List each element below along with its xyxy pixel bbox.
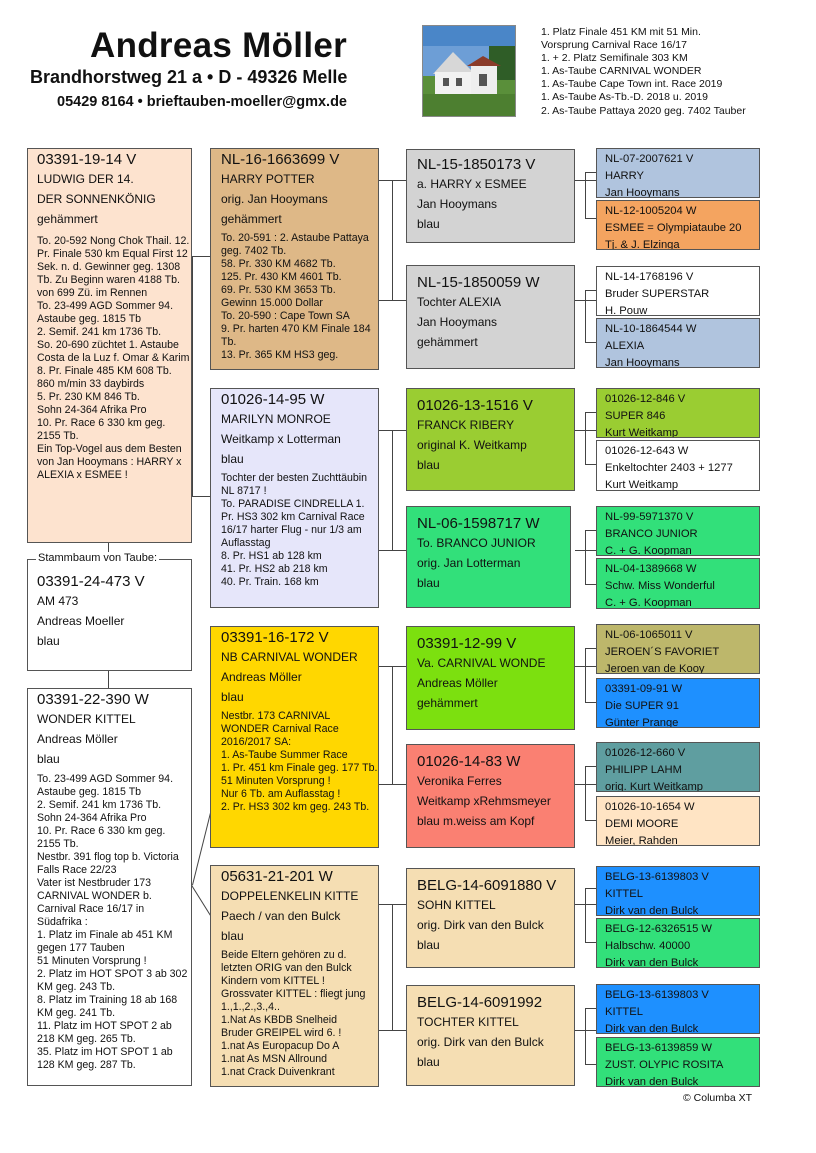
great-grandparent-card[interactable]	[406, 868, 575, 968]
note-line: Nestbr. 391 flog top b. Victoria Falls Race 22/23	[37, 851, 179, 876]
achievements-list	[541, 26, 746, 118]
ring-number: NL-06-1065011 V	[605, 629, 693, 641]
breeder-contact: 05429 8164 • brieftauben-moeller@gmx.de	[57, 94, 347, 110]
pigeon-color: blau m.weiss am Kopf	[417, 814, 535, 828]
connector-line	[585, 648, 586, 702]
note-line: Sohn 24-364 Afrika Pro	[37, 404, 147, 416]
ring-number: NL-04-1389668 W	[605, 563, 697, 575]
pigeon-name: FRANCK RIBERY	[417, 418, 515, 432]
gg-grandparent-card[interactable]	[596, 318, 760, 368]
pigeon-name: PHILIPP LAHM	[605, 764, 682, 776]
pigeon-name: WONDER KITTEL	[37, 712, 136, 726]
connector-line	[585, 290, 596, 291]
loft-photo	[422, 25, 516, 117]
gg-grandparent-card[interactable]	[596, 506, 760, 556]
pigeon-color: gehämmert	[417, 335, 478, 349]
pigeon-breeder: orig. Kurt Weitkamp	[605, 781, 704, 792]
connector-line	[585, 1008, 586, 1064]
pigeon-color: blau	[417, 1055, 440, 1069]
ring-number: 01026-12-846 V	[605, 393, 686, 405]
connector-line	[392, 666, 393, 784]
connector-line	[585, 820, 596, 821]
note-line: 13. Pr. 365 KM HS3 geg.	[221, 349, 339, 361]
note-line: Vater ist Nestbruder 173 CARNIVAL WONDER b. Carnival Race 16/17 in Südafrika :	[37, 877, 152, 928]
pigeon-breeder: Tj. & J. Elzinga	[605, 239, 680, 250]
gg-grandparent-card[interactable]	[596, 1037, 760, 1087]
note-line: 2. Semif. 241 km 1736 Tb.	[37, 799, 162, 811]
ring-number: NL-10-1864544 W	[605, 323, 697, 335]
note-line: So. 20-690 züchtet 1. Astaube Costa de la Luz f. Omar & Karim	[37, 339, 190, 364]
pigeon-name: ALEXIA	[605, 340, 645, 352]
pigeon-breeder: Jan Hooymans	[605, 357, 680, 368]
note-line: 2. Platz im HOT SPOT 3 ab 302 KM geg. 243 Tb.	[37, 968, 188, 993]
ring-number: 05631-21-201 W	[221, 868, 333, 885]
pigeon-color: blau	[417, 217, 440, 231]
ring-number: BELG-13-6139859 W	[605, 1042, 712, 1054]
gg-grandparent-card[interactable]	[596, 742, 760, 792]
pigeon-breeder: Weitkamp xRehmsmeyer	[417, 794, 551, 808]
achievement-line: 1. As-Taube As-Tb.-D. 2018 u. 2019	[541, 91, 708, 104]
pigeon-color: blau	[221, 929, 244, 943]
pigeon-name: KITTEL	[605, 1006, 643, 1018]
pigeon-name: LUDWIG DER 14.	[37, 172, 134, 186]
great-grandparent-card[interactable]	[406, 388, 575, 491]
note-line: 51 Minuten Vorsprung !	[221, 775, 331, 787]
note-line: 1.nat As Europacup Do A	[221, 1040, 340, 1052]
pigeon-breeder: Jeroen van de Kooy	[605, 663, 705, 674]
achievement-line: 2. As-Taube Pattaya 2020 geg. 7402 Tauber	[541, 104, 746, 117]
ring-number: 03391-16-172 V	[221, 629, 329, 646]
pigeon-color: blau	[417, 458, 440, 472]
note-line: 1.nat Crack Duivenkrant	[221, 1066, 335, 1078]
pigeon-color: blau	[37, 634, 60, 648]
pedigree-legend: Stammbaum von Taube:	[38, 552, 158, 564]
ring-number: NL-07-2007621 V	[605, 153, 694, 165]
pigeon-notes	[37, 773, 191, 1072]
gg-grandparent-card[interactable]	[596, 388, 760, 438]
ring-number: 01026-14-95 W	[221, 391, 325, 408]
pigeon-breeder: original K. Weitkamp	[417, 438, 527, 452]
connector-line	[379, 784, 406, 785]
connector-line	[585, 888, 596, 889]
connector-line	[585, 766, 596, 767]
pigeon-color: blau	[221, 452, 244, 466]
pigeon-breeder: orig. Dirk van den Bulck	[417, 1035, 544, 1049]
subject-card[interactable]	[27, 559, 192, 671]
pigeon-name: Tochter ALEXIA	[417, 295, 502, 309]
note-line: Grossvater KITTEL : fliegt jung 1.,1.,2.,3.,4..	[221, 988, 366, 1013]
pigeon-breeder: Andreas Moeller	[37, 614, 125, 628]
breeder-name: Andreas Möller	[90, 26, 348, 65]
note-line: 1. Pr. 451 km Finale geg. 177 Tb.	[221, 762, 378, 774]
gg-grandparent-card[interactable]	[596, 678, 760, 728]
ring-number: 01026-12-660 V	[605, 747, 686, 759]
pigeon-name: SUPER 846	[605, 410, 666, 422]
breeder-address: Brandhorstweg 21 a • D - 49326 Melle	[30, 67, 348, 87]
note-line: 8. Platz im Training 18 ab 168 KM geg. 241 Tb.	[37, 994, 178, 1019]
pigeon-name: Die SUPER 91	[605, 700, 679, 712]
note-line: To. PARADISE CINDRELLA 1. Pr. HS3 302 km Carnival Race 16/17 harter Flug - nur 1/3 am Auflasstag	[221, 498, 365, 549]
note-line: 51 Minuten Vorsprung !	[37, 955, 147, 967]
ring-number: 01026-13-1516 V	[417, 397, 533, 414]
ring-number: NL-12-1005204 W	[605, 205, 697, 217]
note-line: 69. Pr. 530 KM 3653 Tb.	[221, 284, 336, 296]
note-line: 58. Pr. 330 KM 4682 Tb.	[221, 258, 336, 270]
note-line: 1. Platz im Finale ab 451 KM gegen 177 Tauben	[37, 929, 173, 954]
pigeon-name: MARILYN MONROE	[221, 412, 331, 426]
pigeon-name: SOHN KITTEL	[417, 898, 496, 912]
note-line: 9. Pr. harten 470 KM Finale 184 Tb.	[221, 323, 371, 348]
ring-number: BELG-13-6139803 V	[605, 989, 709, 1001]
pigeon-color: blau	[417, 938, 440, 952]
gg-grandparent-card[interactable]	[596, 558, 760, 609]
ring-number: BELG-14-6091992	[417, 994, 543, 1011]
pigeon-name: Veronika Ferres	[417, 774, 502, 788]
note-line: Ein Top-Vogel aus dem Besten von Jan Hooymans : HARRY x ALEXIA x ESMEE !	[37, 443, 182, 481]
pigeon-breeder: Jan Hooymans	[605, 187, 680, 198]
pigeon-breeder: Andreas Möller	[417, 676, 498, 690]
note-line: 125. Pr. 430 KM 4601 Tb.	[221, 271, 342, 283]
pigeon-name: AM 473	[37, 594, 79, 608]
pigeon-breeder: C. + G. Koopman	[605, 597, 692, 609]
ring-number: 01026-14-83 W	[417, 753, 521, 770]
pigeon-breeder: Kurt Weitkamp	[605, 427, 679, 438]
pigeon-name: HARRY	[605, 170, 644, 182]
pigeon-name-2: DER SONNENKÖNIG	[37, 192, 156, 206]
great-grandparent-card[interactable]	[406, 149, 575, 243]
pigeon-breeder: Weitkamp x Lotterman	[221, 432, 341, 446]
connector-line	[585, 942, 596, 943]
gg-grandparent-card[interactable]	[596, 624, 760, 674]
pigeon-name: TOCHTER KITTEL	[417, 1015, 519, 1029]
ring-number: 03391-09-91 W	[605, 683, 683, 695]
pigeon-breeder: H. Pouw	[605, 305, 648, 316]
connector-line	[392, 430, 393, 550]
note-line: To. 23-499 AGD Sommer 94. Astaube geg. 1815 Tb	[37, 773, 174, 798]
note-line: Bruder GREIPEL wird 6. !	[221, 1027, 342, 1039]
note-line: 11. Platz im HOT SPOT 2 ab 218 KM geg. 265 Tb.	[37, 1020, 172, 1045]
pigeon-name: Schw. Miss Wonderful	[605, 580, 715, 592]
note-line: Nur 6 Tb. am Auflasstag !	[221, 788, 341, 800]
pigeon-name: Va. CARNIVAL WONDE	[417, 656, 546, 670]
connector-line	[585, 584, 596, 585]
pigeon-name: ZUST. OLYPIC ROSITA	[605, 1059, 724, 1071]
note-line: 10. Pr. Race 6 330 km geg. 2155 Tb.	[37, 825, 166, 850]
pigeon-breeder: Dirk van den Bulck	[605, 957, 699, 968]
pigeon-name: HARRY POTTER	[221, 172, 315, 186]
copyright-footer: © Columba XT	[683, 1092, 753, 1104]
gg-grandparent-card[interactable]	[596, 440, 760, 491]
connector-line	[585, 290, 586, 342]
connector-line	[585, 342, 596, 343]
note-line: To. 20-592 Nong Chok Thail. 12. Pr. Finale 530 km Equal First 12 Sek. n. d. Gewinner geg. 1308 Tb. Zu Beginn waren 4188 Tb. von 699 Zü. im Rennen	[37, 235, 190, 299]
pigeon-name: To. BRANCO JUNIOR	[417, 536, 536, 550]
gg-grandparent-card[interactable]	[596, 866, 760, 916]
pigeon-breeder: Andreas Möller	[37, 732, 118, 746]
pigeon-name: Halbschw. 40000	[605, 940, 691, 952]
note-line: 1. As-Taube Summer Race	[221, 749, 348, 761]
connector-line	[585, 464, 596, 465]
pigeon-name: DEMI MOORE	[605, 818, 679, 830]
note-line: 1.nat As MSN Allround	[221, 1053, 327, 1065]
note-line: To. 20-591 : 2. Astaube Pattaya geg. 7402 Tb.	[221, 232, 369, 257]
gg-grandparent-card[interactable]	[596, 918, 760, 968]
note-line: To. 20-590 : Cape Town SA	[221, 310, 350, 322]
connector-line	[192, 256, 210, 257]
note-line: 35. Platz im HOT SPOT 1 ab 128 KM geg. 287 Tb.	[37, 1046, 173, 1071]
ring-number: 03391-22-390 W	[37, 691, 149, 708]
gg-grandparent-card[interactable]	[596, 148, 760, 198]
connector-line	[585, 218, 596, 219]
ring-number: NL-14-1768196 V	[605, 271, 694, 283]
connector-line	[585, 530, 596, 531]
ring-number: NL-06-1598717 W	[417, 515, 540, 532]
ring-number: BELG-13-6139803 V	[605, 871, 709, 883]
pigeon-notes	[221, 710, 378, 814]
pigeon-breeder: Jan Hooymans	[417, 197, 498, 211]
ring-number: 01026-10-1654 W	[605, 801, 695, 813]
great-grandparent-card[interactable]	[406, 626, 575, 730]
pigeon-notes	[221, 472, 378, 589]
pigeon-color: gehämmert	[221, 212, 282, 226]
pigeon-breeder: Dirk van den Bulck	[605, 1076, 699, 1087]
connector-line	[585, 412, 586, 464]
note-line: Tochter der besten Zuchttäubin NL 8717 !	[221, 472, 368, 497]
connector-line	[585, 172, 596, 173]
ring-number: BELG-12-6326515 W	[605, 923, 712, 935]
grandparent-card[interactable]	[210, 865, 379, 1087]
ring-number: 01026-12-643 W	[605, 445, 689, 457]
connector-line	[585, 888, 586, 942]
pigeon-breeder: orig. Jan Hooymans	[221, 192, 328, 206]
ring-number: BELG-14-6091880 V	[417, 877, 557, 894]
pigeon-color: gehämmert	[37, 212, 98, 226]
ring-number: NL-15-1850059 W	[417, 274, 540, 291]
note-line: Nestbr. 173 CARNIVAL WONDER Carnival Race 2016/2017 SA:	[221, 710, 339, 748]
note-line: Sohn 24-364 Afrika Pro	[37, 812, 147, 824]
pigeon-name: Enkeltochter 2403 + 1277	[605, 462, 733, 474]
gg-grandparent-card[interactable]	[596, 200, 760, 250]
note-line: 40. Pr. Train. 168 km	[221, 576, 319, 588]
great-grandparent-card[interactable]	[406, 265, 575, 369]
connector-line	[192, 496, 210, 497]
pigeon-breeder: Dirk van den Bulck	[605, 905, 699, 916]
achievement-line: Vorsprung Carnival Race 16/17	[541, 39, 687, 52]
pigeon-notes	[221, 232, 378, 362]
pigeon-breeder: Andreas Möller	[221, 670, 302, 684]
pigeon-name: DOPPELENKELIN KITTE	[221, 889, 359, 903]
pigeon-name: ESMEE = Olympiataube 20	[605, 222, 742, 234]
grandparent-card[interactable]	[210, 388, 379, 608]
ring-number: NL-16-1663699 V	[221, 151, 340, 168]
ring-number: NL-15-1850173 V	[417, 156, 536, 173]
note-line: Beide Eltern gehören zu d. letzten ORIG van den Bulck Kindern vom KITTEL !	[221, 949, 352, 987]
pigeon-breeder: Günter Prange	[605, 717, 679, 728]
connector-line	[585, 172, 586, 218]
note-line: Gewinn 15.000 Dollar	[221, 297, 323, 309]
connector-line	[392, 904, 393, 1030]
note-line: 1.Nat As KBDB Snelheid	[221, 1014, 338, 1026]
pigeon-notes	[221, 949, 378, 1079]
pigeon-name: NB CARNIVAL WONDER	[221, 650, 358, 664]
achievement-line: 1. As-Taube CARNIVAL WONDER	[541, 65, 702, 78]
connector-line	[585, 1008, 596, 1009]
achievement-line: 1. Platz Finale 451 KM mit 51 Min.	[541, 26, 701, 38]
note-line: 5. Pr. 230 KM 846 Tb.	[37, 391, 140, 403]
pigeon-name: a. HARRY x ESMEE	[417, 177, 527, 191]
connector-line	[108, 671, 109, 688]
pigeon-breeder: Meier, Rahden	[605, 835, 678, 846]
pigeon-name: KITTEL	[605, 888, 643, 900]
pigeon-color: blau	[221, 690, 244, 704]
pigeon-breeder: C. + G. Koopman	[605, 545, 692, 556]
grandparent-card[interactable]	[210, 148, 379, 370]
great-grandparent-card[interactable]	[406, 744, 575, 848]
achievement-line: 1. As-Taube Cape Town int. Race 2019	[541, 78, 723, 91]
ring-number: NL-99-5971370 V	[605, 511, 694, 523]
gg-grandparent-card[interactable]	[596, 796, 760, 846]
pigeon-breeder: Jan Hooymans	[417, 315, 498, 329]
pigeon-name: Bruder SUPERSTAR	[605, 288, 710, 300]
pigeon-color: blau	[417, 576, 440, 590]
note-line: 8. Pr. Finale 485 KM 608 Tb. 860 m/min 33 daybirds	[37, 365, 172, 390]
note-line: 41. Pr. HS2 ab 218 km	[221, 563, 328, 575]
connector-line	[379, 1030, 406, 1031]
connector-line	[192, 256, 193, 496]
connector-line	[379, 300, 406, 301]
connector-line	[585, 648, 596, 649]
gg-grandparent-card[interactable]	[596, 984, 760, 1034]
connector-line	[379, 550, 406, 551]
pigeon-color: blau	[37, 752, 60, 766]
pigeon-breeder: Paech / van den Bulck	[221, 909, 341, 923]
connector-line	[585, 766, 586, 820]
pigeon-breeder: orig. Dirk van den Bulck	[417, 918, 544, 932]
grandparent-card[interactable]	[210, 626, 379, 848]
note-line: To. 23-499 AGD Sommer 94. Astaube geg. 1815 Tb	[37, 300, 174, 325]
connector-line	[585, 530, 586, 584]
note-line: 10. Pr. Race 6 330 km geg. 2155 Tb.	[37, 417, 166, 442]
note-line: 2. Pr. HS3 302 km geg. 243 Tb.	[221, 801, 370, 813]
sire-card[interactable]	[27, 148, 192, 543]
great-grandparent-card[interactable]	[406, 985, 575, 1086]
gg-grandparent-card[interactable]	[596, 266, 760, 316]
connector-line	[585, 412, 596, 413]
connector-line	[585, 1064, 596, 1065]
pigeon-name: JEROEN´S FAVORIET	[605, 646, 720, 658]
note-line: 2. Semif. 241 km 1736 Tb.	[37, 326, 162, 338]
note-line: 8. Pr. HS1 ab 128 km	[221, 550, 322, 562]
pigeon-notes	[37, 235, 191, 482]
achievement-line: 1. + 2. Platz Semifinale 303 KM	[541, 52, 688, 65]
ring-number: 03391-19-14 V	[37, 151, 137, 168]
connector-line	[585, 702, 596, 703]
pigeon-breeder: Dirk van den Bulck	[605, 1023, 699, 1034]
ring-number: 03391-12-99 V	[417, 635, 517, 652]
pigeon-color: gehämmert	[417, 696, 478, 710]
pigeon-breeder: Kurt Weitkamp	[605, 479, 679, 491]
dam-card[interactable]	[27, 688, 192, 1086]
great-grandparent-card[interactable]	[406, 506, 571, 608]
pigeon-name: BRANCO JUNIOR	[605, 528, 698, 540]
pigeon-breeder: orig. Jan Lotterman	[417, 556, 521, 570]
connector-line	[392, 180, 393, 300]
ring-number: 03391-24-473 V	[37, 573, 145, 590]
